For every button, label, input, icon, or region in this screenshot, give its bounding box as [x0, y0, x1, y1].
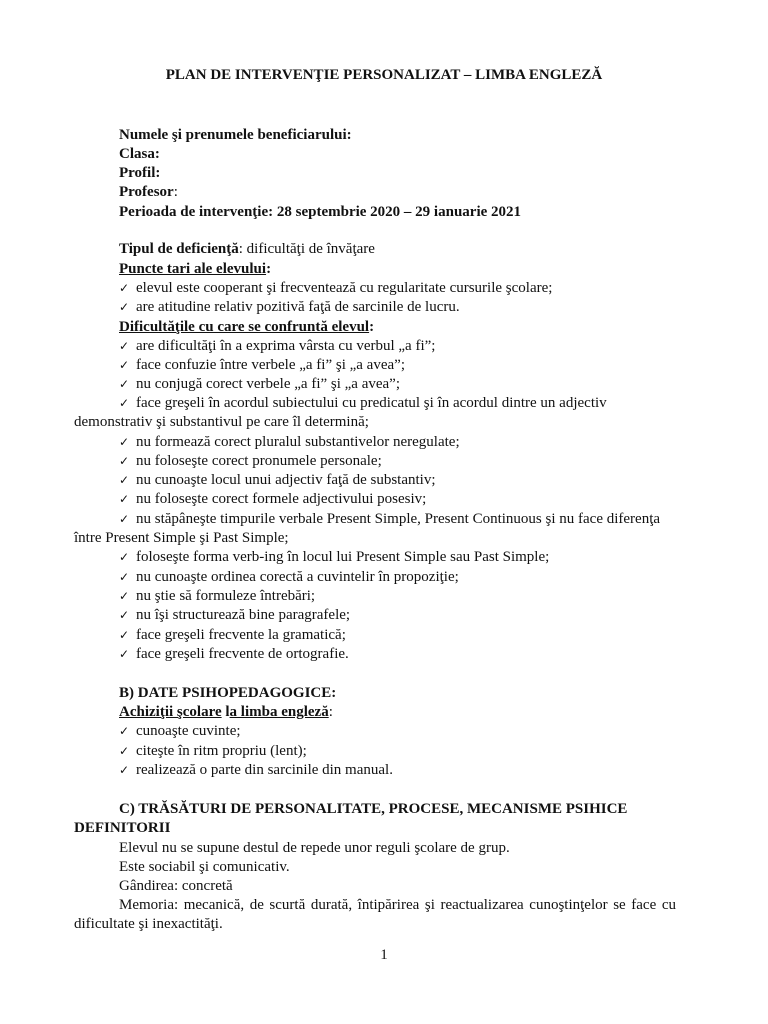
section-b-subheading [119, 703, 333, 721]
beneficiary-name-label: Numele şi prenumele beneficiarului: [119, 127, 352, 143]
checkmark-icon: ✓ [119, 377, 130, 391]
difficulty-item-text: nu stăpâneşte timpurile verbale Present Simple, Present Continuous şi nu face diferenţa [136, 511, 661, 527]
checkmark-icon: ✓ [119, 724, 130, 738]
difficulty-item [119, 548, 549, 566]
achievement-item-text: realizează o parte din sarcinile din manual. [136, 762, 393, 778]
difficulty-item [119, 356, 405, 374]
subheading-colon: : [328, 704, 333, 720]
difficulty-item [119, 433, 460, 451]
checkmark-icon: ✓ [119, 608, 130, 622]
subheading-part: l [221, 704, 230, 720]
section-c-heading: C) TRĂSĂTURI DE PERSONALITATE, PROCESE, MECANISME PSIHICE [119, 801, 628, 817]
difficulty-item-text: nu ştie să formuleze întrebări; [136, 588, 316, 604]
deficiency-value: : dificultăţi de învăţare [238, 241, 375, 257]
teacher-line [119, 183, 178, 201]
checkmark-icon: ✓ [119, 281, 130, 295]
checkmark-icon: ✓ [119, 396, 130, 410]
difficulty-item [119, 471, 436, 489]
difficulties-heading-colon: : [369, 319, 375, 335]
difficulty-item [119, 510, 660, 528]
difficulty-item [119, 490, 426, 508]
strength-item [119, 298, 460, 316]
checkmark-icon: ✓ [119, 628, 130, 642]
checkmark-icon: ✓ [119, 512, 130, 526]
difficulty-item [119, 452, 382, 470]
checkmark-icon: ✓ [119, 300, 130, 314]
paragraph: Este sociabil şi comunicativ. [119, 859, 290, 875]
difficulties-heading-line [119, 318, 374, 336]
difficulty-item-text: nu conjugă corect verbele „a fi” şi „a avea”; [136, 376, 401, 392]
section-b-heading: B) DATE PSIHOPEDAGOGICE: [119, 685, 337, 701]
checkmark-icon: ✓ [119, 358, 130, 372]
subheading-part: Achiziţii şcolare [119, 704, 222, 720]
difficulty-item-text: face greşeli în acordul subiectului cu predicatul şi în acordul dintre un adjectiv [136, 395, 607, 411]
achievement-item [119, 722, 241, 740]
teacher-colon: : [173, 184, 178, 200]
achievement-item [119, 761, 393, 779]
deficiency-line [119, 240, 375, 258]
difficulties-heading: Dificultăţile cu care se confruntă elevul [119, 319, 370, 335]
strengths-heading: Puncte tari ale elevului [119, 261, 267, 277]
difficulty-item-continuation: demonstrativ şi substantivul pe care îl determină; [74, 414, 369, 430]
achievement-item-text: cunoaşte cuvinte; [136, 723, 241, 739]
strengths-heading-colon: : [266, 261, 272, 277]
difficulty-item-text: nu cunoaşte ordinea corectă a cuvintelir în propoziţie; [136, 569, 459, 585]
achievement-item [119, 742, 307, 760]
document-title: PLAN DE INTERVENŢIE PERSONALIZAT – LIMBA ENGLEZĂ [165, 67, 603, 83]
checkmark-icon: ✓ [119, 473, 130, 487]
paragraph: Gândirea: concretă [119, 878, 233, 894]
deficiency-label: Tipul de deficienţă [119, 241, 239, 257]
difficulty-item [119, 645, 349, 663]
difficulty-item-continuation: între Present Simple şi Past Simple; [74, 530, 289, 546]
checkmark-icon: ✓ [119, 763, 130, 777]
class-label: Clasa: [119, 146, 160, 162]
page-number: 1 [380, 947, 388, 963]
profile-label: Profil: [119, 165, 161, 181]
checkmark-icon: ✓ [119, 589, 130, 603]
difficulty-item-text: nu îşi structurează bine paragrafele; [136, 607, 351, 623]
teacher-label: Profesor [119, 184, 174, 200]
difficulty-item [119, 626, 346, 644]
paragraph: Elevul nu se supune destul de repede unor reguli şcolare de grup. [119, 840, 510, 856]
difficulty-item-text: face greşeli frecvente la gramatică; [136, 627, 346, 643]
section-c-heading-continuation: DEFINITORII [74, 820, 171, 836]
checkmark-icon: ✓ [119, 339, 130, 353]
difficulty-item [119, 568, 459, 586]
difficulty-item-text: face greşeli frecvente de ortografie. [136, 646, 349, 662]
difficulty-item-text: face confuzie între verbele „a fi” şi „a avea”; [136, 357, 405, 373]
checkmark-icon: ✓ [119, 570, 130, 584]
difficulty-item [119, 375, 400, 393]
difficulty-item-text: are dificultăţi în a exprima vârsta cu verbul „a fi”; [136, 338, 436, 354]
subheading-part: a limba engleză [229, 704, 329, 720]
difficulty-item-text: nu cunoaşte locul unui adjectiv faţă de substantiv; [136, 472, 436, 488]
difficulty-item [119, 587, 315, 605]
strengths-heading-line [119, 260, 271, 278]
checkmark-icon: ✓ [119, 647, 130, 661]
strength-item-text: elevul este cooperant şi frecventează cu regularitate cursurile şcolare; [136, 280, 553, 296]
achievement-item-text: citeşte în ritm propriu (lent); [136, 743, 307, 759]
difficulty-item [119, 337, 435, 355]
intervention-period: Perioada de intervenţie: 28 septembrie 2020 – 29 ianuarie 2021 [119, 204, 522, 220]
difficulty-item-text: nu foloseşte corect pronumele personale; [136, 453, 382, 469]
memory-paragraph: Memoria: mecanică, de scurtă durată, întipărirea şi reactualizarea cunoştinţelor se face cu dificultate şi inexactităţi. [74, 897, 676, 932]
difficulty-item [119, 606, 350, 624]
checkmark-icon: ✓ [119, 550, 130, 564]
difficulty-item [119, 394, 607, 412]
difficulty-item-text: foloseşte forma verb-ing în locul lui Present Simple sau Past Simple; [136, 549, 550, 565]
difficulty-item-text: nu foloseşte corect formele adjectivului posesiv; [136, 491, 427, 507]
checkmark-icon: ✓ [119, 454, 130, 468]
checkmark-icon: ✓ [119, 435, 130, 449]
checkmark-icon: ✓ [119, 492, 130, 506]
strength-item [119, 279, 552, 297]
strength-item-text: are atitudine relativ pozitivă faţă de sarcinile de lucru. [136, 299, 460, 315]
difficulty-item-text: nu formează corect pluralul substantivelor neregulate; [136, 434, 460, 450]
checkmark-icon: ✓ [119, 744, 130, 758]
